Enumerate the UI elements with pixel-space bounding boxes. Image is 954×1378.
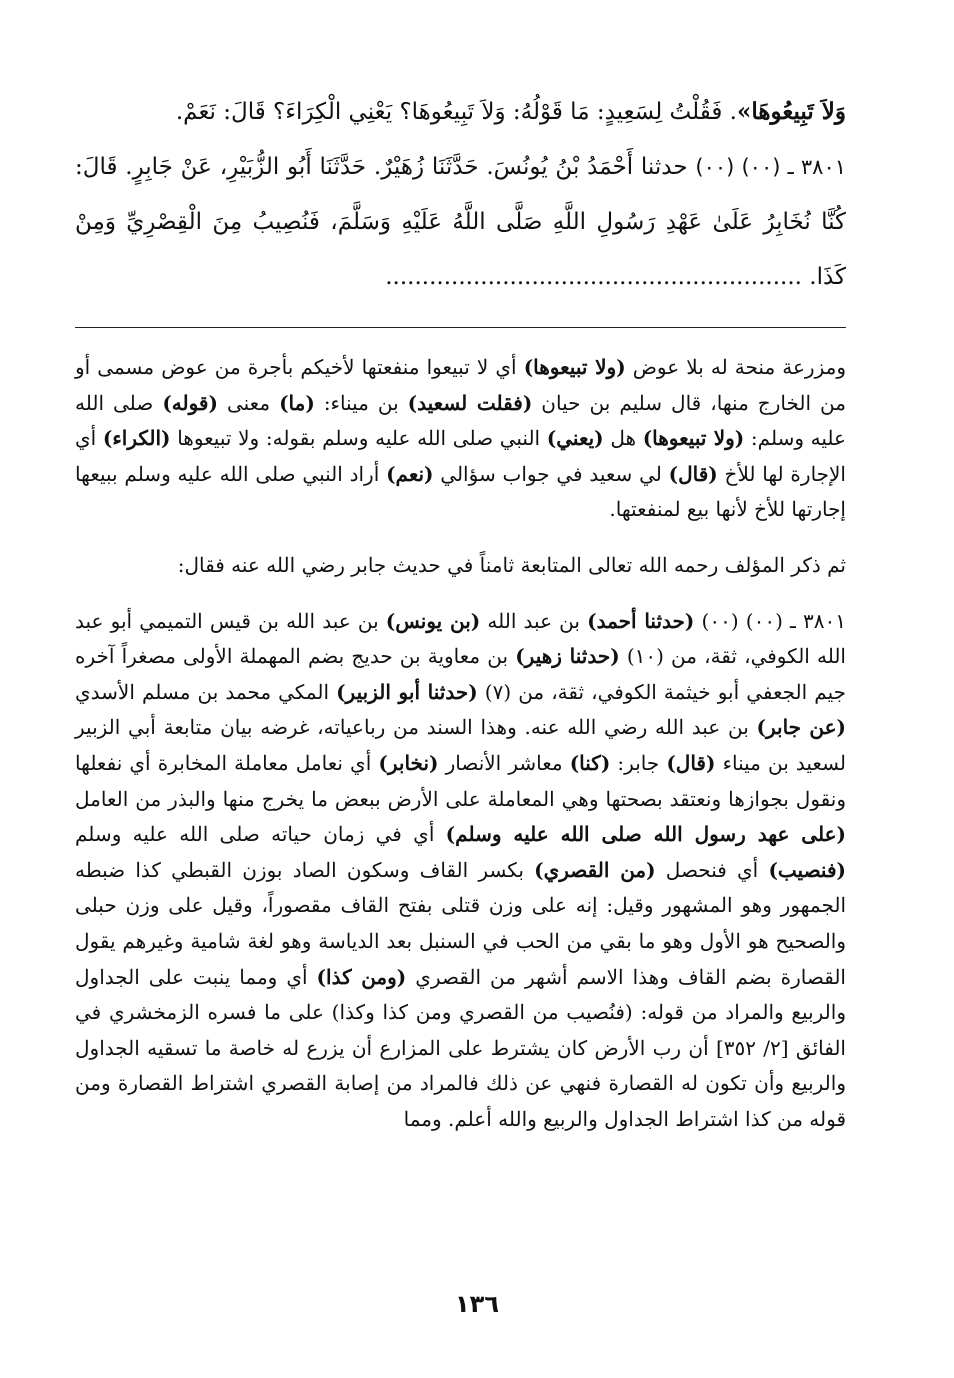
commentary-text: أراد النبي صلى الله عليه وسلم ببيعها إجارتها للأخ لأنها بيع لمنفعتها.: [75, 461, 846, 522]
commentary-text: بن عبد الله: [480, 608, 588, 633]
page-body: [75, 84, 846, 1137]
commentary-text: أي لا تبيعوا منفعتها لأخيكم بأجرة من عوض مسمى أو من الخارج منها، قال سليم بن حيان: [75, 355, 846, 415]
bold-lemma: (حدثنا أحمد): [587, 608, 695, 633]
separator-rule: [75, 327, 846, 328]
bold-lemma: (ومن كذا): [316, 964, 407, 989]
commentary-text: ومزرعة منحة له بلا عوض: [625, 355, 846, 379]
commentary-text: المكي محمد بن مسلم الأسدي: [75, 679, 337, 704]
commentary-text: أي في زمان حياته صلى الله عليه وسلم: [75, 822, 446, 847]
commentary-text: أي نعامل معاملة المخابرة أي نفعلها ونقول بجوازها ونعتقد بصحتها وهي المعاملة على الأرض ببعض ما يخرج منها والبذر من العامل: [75, 750, 846, 811]
bold-lemma: (فقلت لسعيد): [407, 390, 533, 415]
commentary-paragraph-2: ثم ذكر المؤلف رحمه الله تعالى المتابعة ثامناً في حديث جابر رضي الله عنه فقال:: [177, 552, 846, 577]
bold-lemma: (بن يونس): [385, 608, 481, 633]
bold-lemma: (عن جابر): [756, 715, 847, 740]
bold-lemma: (على عهد رسول الله صلى الله عليه وسلم): [445, 822, 846, 847]
commentary-text: أي ومما ينبت على الجداول والربيع والمراد من قوله: (فنُصيب من القصري ومن كذا وكذا) على ما فسره الزمخشري في الفائق [٢/ ٣٥٢] أن رب الأرض كان يشترط على المزارع أن يزرع له خاصة ما تسقيه الجداول والربيع وأن تكون له القصارة فنهي عن ذلك فالمراد من إصابة القصري اشتراط القصارة ومن قوله من كذا اشتراط الجداول والربيع والله أعلم. ومما: [75, 964, 846, 1131]
bold-lemma: (كنا): [569, 750, 611, 775]
bold-lemma: (قوله): [162, 390, 218, 415]
bold-lemma: (قال): [666, 750, 716, 775]
bold-lemma: (نعم): [386, 461, 434, 486]
commentary-paragraph-3: [75, 604, 846, 1138]
hadith-text-block: [75, 84, 846, 305]
bold-lemma: (قال): [668, 461, 718, 486]
matn-line-1: [75, 84, 846, 140]
bold-lemma: (ما): [279, 390, 315, 415]
hadith-text: حدثنا أَحْمَدُ بْنُ يُونُسَ. حَدَّثَنَا زُهَيْرٌ. حَدَّثَنَا أَبُو الزُّبَيْرِ، عَنْ جَابِرٍ. قَالَ: كُنَّا نُخَابِرُ عَلَىٰ عَهْدِ رَسُولِ اللَّهِ صَلَّى اللَّهُ عَلَيْهِ وَسَلَّمَ، فَنُصِيبُ مِنَ الْقِصْرِيِّ وَمِنْ كَذَا.: [75, 154, 846, 290]
commentary-text: أي فنحصل: [655, 857, 769, 882]
bold-lemma: (نخابر): [378, 750, 439, 775]
dotted-leader: .........................................................: [385, 264, 802, 290]
bold-lemma: (الكراء): [102, 426, 171, 451]
matn-bold-phrase: وَلاَ تَبِيعُوهَا»: [736, 98, 846, 125]
commentary-text: أي الإجارة لها للأخ: [75, 426, 846, 486]
page-number: ١٣٦: [455, 1290, 499, 1318]
commentary-text: النبي صلى الله عليه وسلم بقوله: ولا تبيعوها: [170, 426, 547, 451]
bold-lemma: (يعني): [546, 426, 604, 451]
commentary-text: بن ميناء:: [314, 390, 408, 415]
commentary-block: [75, 350, 846, 1137]
matn-line-1-rest: . فَقُلْتُ لِسَعِيدٍ: مَا قَوْلُهُ: وَلاَ تَبِيعُوهَا؟ يَعْنِي الْكِرَاءَ؟ قَالَ: نَعَمْ.: [175, 99, 737, 125]
commentary-text: بكسر القاف وسكون الصاد بوزن القبطي كذا ضبطه الجمهور وهو المشهور وقيل: إنه على وزن قتلى بفتح القاف مقصوراً، وقيل على وزن حبلى والصحيح هو الأول وهو ما بقي من الحب في السنبل بعد الدياسة وهو لغة شامية وغيرهم يقول القصارة بضم القاف وهذا الاسم أشهر من القصري: [75, 857, 846, 989]
bold-lemma: (ولا تبيعوها): [523, 355, 626, 379]
bold-lemma: (حدثنا أبو الزبير): [336, 679, 478, 704]
bold-lemma: (فنصيب): [768, 857, 846, 882]
commentary-text: هل: [603, 426, 643, 451]
commentary-text: بن معاوية بن حديج بضم المهملة الأولى مصغراً آخره جيم الجعفي أبو خيثمة الكوفي، ثقة، من (٧): [75, 644, 846, 704]
bold-lemma: (حدثنا زهير): [515, 644, 620, 669]
commentary-text: معاشر الأنصار: [438, 750, 570, 775]
commentary-text: بن عبد الله رضي الله عنه. وهذا السند من رباعياته، غرضه بيان متابعة أبي الزبير لسعيد بن ميناء: [75, 715, 847, 775]
commentary-text: صلى الله عليه وسلم:: [75, 390, 846, 451]
commentary-text: بن عبد الله بن قيس التميمي أبو عبد الله الكوفي، ثقة، من (١٠): [75, 608, 846, 669]
commentary-text: ٣٨٠١ ـ (٠٠) (٠٠): [694, 608, 846, 633]
commentary-text: جابر:: [610, 750, 667, 775]
commentary-paragraph-1: [75, 350, 846, 528]
commentary-text: معنى: [217, 390, 280, 415]
bold-lemma: (من القصري): [534, 857, 656, 882]
commentary-text: لي سعيد في جواب سؤالي: [433, 461, 669, 486]
hadith-number: ٣٨٠١ ـ (٠٠) (٠٠): [695, 155, 847, 179]
bold-lemma: (ولا تبيعوها): [642, 426, 745, 451]
matn-hadith: [75, 140, 846, 305]
